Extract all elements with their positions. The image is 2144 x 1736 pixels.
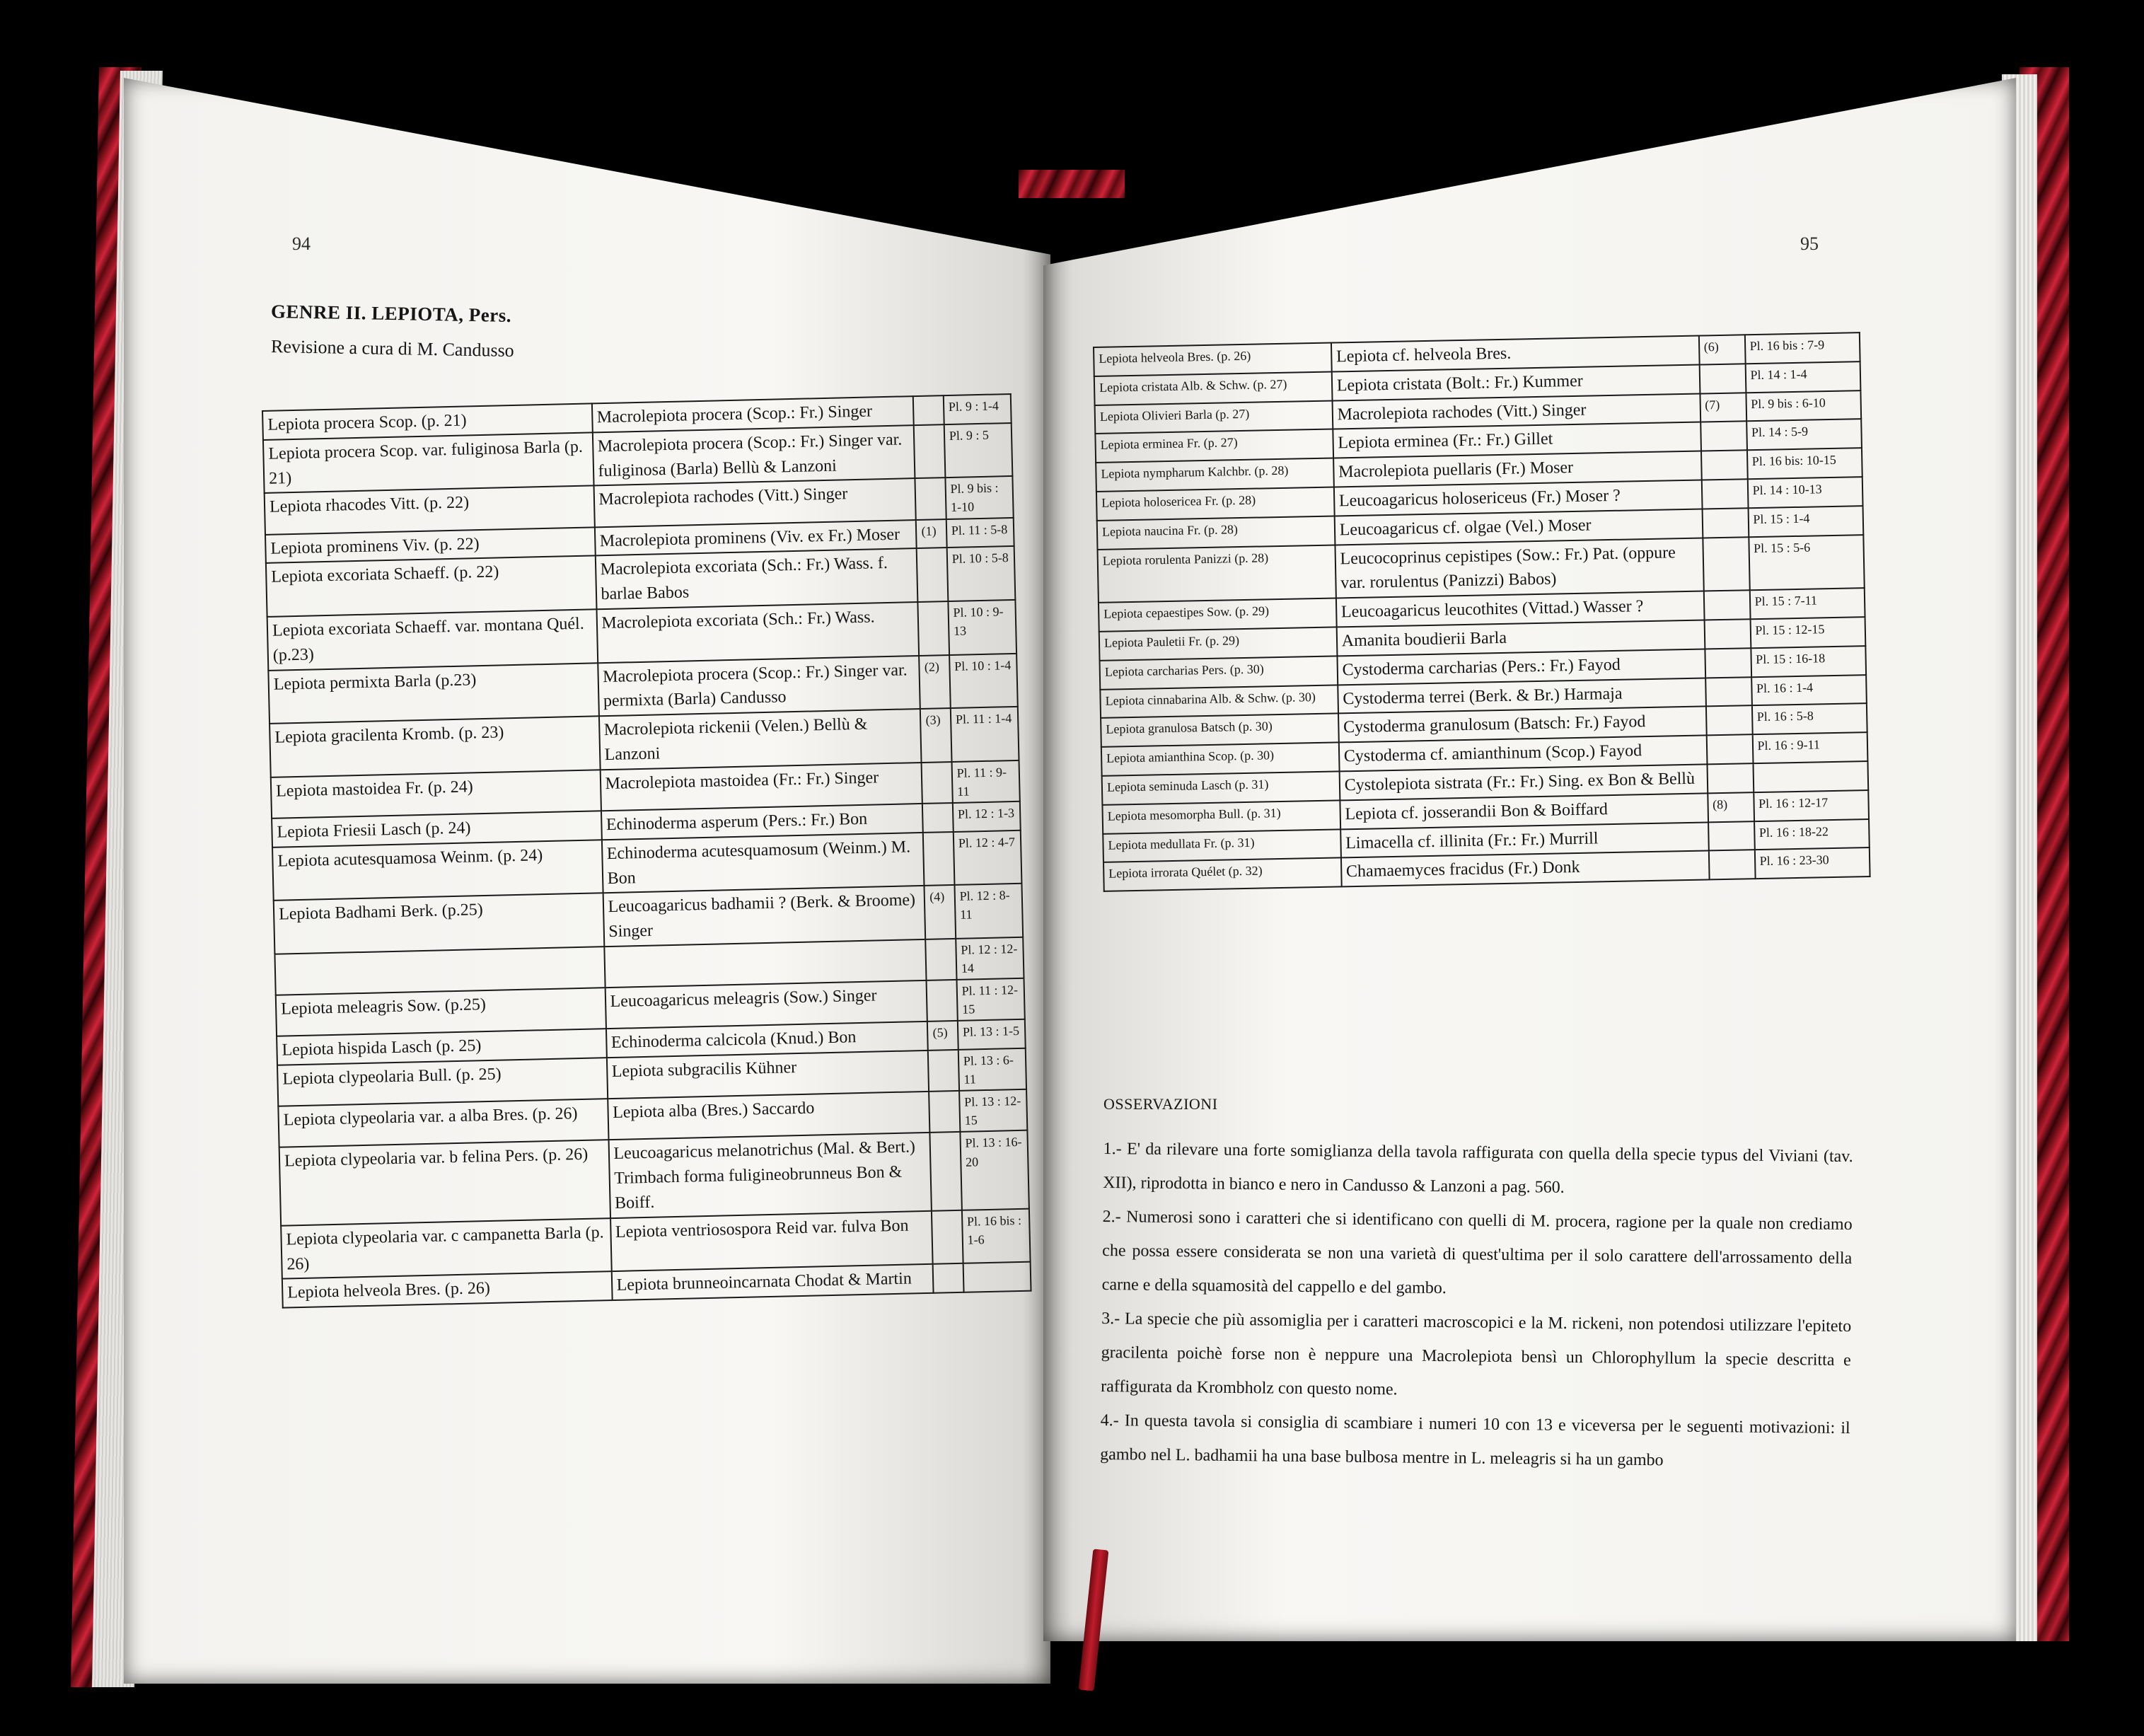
cell-note	[918, 601, 949, 656]
observation-1: 1.- E' da rilevare una forte somiglianza della tavola raffigurata con quella della specie typus del Viviani (tav. XII), riprodotta in bianco e nero in Candusso & Lanzoni a pag. 560.	[1103, 1139, 1853, 1197]
cell-old: Lepiota mesomorpha Bull. (p. 31)	[1102, 800, 1340, 833]
cell-plate: Pl. 16 : 1-4	[1751, 675, 1867, 706]
cell-plate: Pl. 10 : 5-8	[946, 546, 1015, 601]
cell-plate: Pl. 12 : 8-11	[954, 884, 1023, 939]
cell-old: Lepiota excoriata Schaeff. (p. 22)	[266, 556, 596, 617]
cell-plate: Pl. 16 bis : 7-9	[1744, 332, 1860, 364]
cell-plate: Pl. 12 : 4-7	[954, 831, 1022, 886]
cell-note	[933, 1263, 963, 1293]
cell-plate: Pl. 13 : 1-5	[958, 1019, 1026, 1050]
cell-note	[1703, 537, 1749, 591]
cell-note: (5)	[927, 1021, 958, 1051]
cell-new: Lepiota erminea (Fr.: Fr.) Gillet	[1333, 422, 1701, 458]
cell-new: Macrolepiota rachodes (Vitt.) Singer	[1332, 393, 1700, 429]
cell-note	[922, 762, 953, 804]
cell-old: Lepiota rhacodes Vitt. (p. 22)	[265, 486, 595, 535]
cell-old: Lepiota Friesii Lasch (p. 24)	[272, 811, 601, 847]
cell-note	[1705, 706, 1752, 736]
cell-plate: Pl. 11 : 5-8	[946, 518, 1014, 548]
cell-old: Lepiota Pauletii Fr. (p. 29)	[1099, 627, 1337, 660]
cell-new: Cystoderma granulosum (Batsch: Fr.) Fayod	[1338, 707, 1707, 743]
observations-heading: OSSERVAZIONI	[1103, 1095, 1218, 1113]
cell-new: Echinoderma calcicola (Knud.) Bon	[605, 1022, 928, 1058]
cell-new: Macrolepiota procera (Scop.: Fr.) Singer var. permixta (Barla) Candusso	[598, 656, 921, 717]
cell-old: Lepiota seminuda Lasch (p. 31)	[1102, 771, 1340, 804]
right-page-number: 95	[1800, 233, 1819, 254]
cell-plate	[963, 1262, 1031, 1292]
cell-plate: Pl. 13 : 16-20	[960, 1130, 1029, 1210]
cell-new: Leucoagaricus holosericeus (Fr.) Moser ?	[1334, 480, 1703, 516]
cell-plate: Pl. 15 : 16-18	[1751, 646, 1866, 677]
cell-note: (1)	[916, 519, 946, 549]
cell-old: Lepiota amianthina Scop. (p. 30)	[1101, 743, 1339, 776]
cell-note	[914, 424, 945, 479]
cell-old: Lepiota excoriata Schaeff. var. montana Quél. (p.23)	[267, 609, 598, 670]
cell-plate: Pl. 15 : 5-6	[1749, 535, 1865, 591]
cell-note	[917, 548, 948, 602]
cell-old: Lepiota meleagris Sow. (p.25)	[276, 988, 606, 1036]
cell-plate: Pl. 15 : 7-11	[1749, 588, 1865, 619]
cell-plate: Pl. 15 : 1-4	[1748, 506, 1863, 537]
cell-new: Leucoagaricus badhamii ? (Berk. & Broome) Singer	[603, 886, 926, 947]
cell-old: Lepiota procera Scop. (p. 21)	[262, 403, 592, 439]
left-page-number: 94	[292, 233, 311, 254]
cell-new: Lepiota brunneoincarnata Chodat & Martin	[611, 1264, 934, 1300]
cell-note	[1706, 734, 1753, 764]
cell-old: Lepiota clypeolaria var. a alba Bres. (p. 26)	[278, 1099, 608, 1147]
cell-old: Lepiota Olivieri Barla (p. 27)	[1095, 400, 1333, 434]
cell-new: Limacella cf. illinita (Fr.: Fr.) Murrill	[1340, 822, 1709, 858]
cell-new: Lepiota cf. helveola Bres.	[1331, 336, 1700, 372]
cell-plate: Pl. 10 : 1-4	[949, 653, 1018, 708]
cell-new: Leucoagaricus leucothites (Vittad.) Wasser ?	[1336, 591, 1705, 627]
cell-plate: Pl. 16 : 5-8	[1751, 703, 1867, 734]
cell-note	[1702, 508, 1749, 538]
cell-new: Macrolepiota excoriata (Sch.: Fr.) Wass. f. barlae Babos	[595, 548, 918, 609]
cell-new: Lepiota subgracilis Kühner	[606, 1051, 929, 1099]
cell-new: Cystoderma carcharias (Pers.: Fr.) Fayod	[1337, 649, 1705, 685]
cell-note	[922, 803, 953, 833]
cell-old: Lepiota cinnabarina Alb. & Schw. (p. 30)	[1100, 685, 1338, 718]
cell-plate: Pl. 16 : 23-30	[1754, 847, 1870, 879]
cell-note: (7)	[1700, 393, 1746, 422]
cell-old: Lepiota clypeolaria var. c campanetta Barla (p. 26)	[281, 1218, 611, 1279]
genre-title: GENRE II. LEPIOTA, Pers.	[270, 301, 512, 326]
cell-plate: Pl. 14 : 10-13	[1747, 477, 1862, 508]
cell-new: Cystolepiota sistrata (Fr.: Fr.) Sing. ex Bon & Bellù	[1339, 764, 1708, 800]
cell-note	[1705, 648, 1751, 678]
cell-new	[604, 939, 927, 988]
cell-new: Macrolepiota procera (Scop.: Fr.) Singer var. fuliginosa (Barla) Bellù & Lanzoni	[592, 425, 915, 486]
cell-new: Lepiota cristata (Bolt.: Fr.) Kummer	[1331, 364, 1700, 400]
cell-new: Macrolepiota mastoidea (Fr.: Fr.) Singer	[600, 763, 922, 811]
cell-new: Lepiota cf. josserandii Bon & Boiffard	[1340, 793, 1708, 829]
cell-old: Lepiota gracilenta Kromb. (p. 23)	[270, 716, 600, 777]
cell-note	[926, 939, 957, 980]
cell-new: Leucoagaricus melanotrichus (Mal. & Bert.) Trimbach forma fuligineobrunneus Bon & Boiff.	[608, 1133, 932, 1218]
cell-new: Echinoderma acutesquamosum (Weinm.) M. Bon	[601, 833, 925, 893]
cell-new: Macrolepiota rachodes (Vitt.) Singer	[593, 478, 916, 526]
cell-plate: Pl. 12 : 12-14	[956, 937, 1024, 980]
cell-plate: Pl. 16 bis: 10-15	[1747, 448, 1862, 479]
cell-note	[932, 1210, 963, 1265]
cell-new: Echinoderma asperum (Pers.: Fr.) Bon	[601, 804, 923, 840]
cell-note	[929, 1091, 961, 1133]
cell-old	[274, 947, 605, 995]
cell-old: Lepiota mastoidea Fr. (p. 24)	[271, 770, 601, 818]
cell-new: Macrolepiota puellaris (Fr.) Moser	[1333, 451, 1702, 487]
cell-old: Lepiota erminea Fr. (p. 27)	[1095, 429, 1333, 463]
cell-new: Macrolepiota excoriata (Sch.: Fr.) Wass.	[596, 602, 920, 663]
observation-4: 4.- In questa tavola si consiglia di scambiare i numeri 10 con 13 e viceversa per le seguenti motivazioni: il gambo nel L. badhamii ha una base bulbosa mentre in L. meleagris si ha un gambo	[1100, 1411, 1850, 1470]
cell-note	[927, 980, 958, 1022]
cell-note: (6)	[1698, 335, 1745, 364]
cell-new: Cystoderma terrei (Berk. & Br.) Harmaja	[1338, 678, 1706, 714]
observation-3: 3.- La specie che più assomiglia per i caratteri macroscopici e la M. rickeni, non potendosi utilizzare l'epiteto gracilenta poichè forse non è neppure una Macrolepiota bensì un Chlorophyllum la specie descritta e raffigurata da Krombholz con questo nome.	[1101, 1309, 1852, 1399]
cell-old: Lepiota clypeolaria var. b felina Pers. (p. 26)	[279, 1140, 610, 1226]
cell-note	[1700, 422, 1747, 451]
cell-new: Lepiota alba (Bres.) Saccardo	[608, 1092, 930, 1140]
cell-old: Lepiota cristata Alb. & Schw. (p. 27)	[1094, 371, 1332, 405]
observations-text	[1100, 1132, 1853, 1479]
cell-note	[1701, 450, 1748, 480]
cell-old: Lepiota nympharum Kalchbr. (p. 28)	[1096, 458, 1333, 492]
cell-old: Lepiota naucina Fr. (p. 28)	[1097, 516, 1335, 549]
cell-old: Lepiota clypeolaria Bull. (p. 25)	[277, 1058, 608, 1106]
cell-plate: Pl. 15 : 12-15	[1750, 617, 1865, 648]
cell-note	[1707, 763, 1754, 793]
cell-note	[930, 1132, 962, 1210]
cell-new: Macrolepiota prominens (Viv. ex Fr.) Moser	[594, 520, 917, 556]
cell-plate: Pl. 11 : 12-15	[956, 978, 1025, 1021]
cell-note	[928, 1050, 959, 1092]
cell-note: (2)	[920, 655, 951, 710]
cell-old: Lepiota holosericea Fr. (p. 28)	[1096, 487, 1334, 520]
cell-plate: Pl. 16 : 12-17	[1754, 790, 1869, 821]
cell-plate: Pl. 12 : 1-3	[953, 802, 1021, 832]
cell-plate: Pl. 9 bis : 6-10	[1746, 390, 1861, 422]
cell-plate: Pl. 16 bis : 1-6	[962, 1209, 1031, 1264]
cell-new: Chamaemyces fracidus (Fr.) Donk	[1341, 851, 1710, 887]
cell-new: Macrolepiota rickenii (Velen.) Bellù & Lanzoni	[598, 709, 922, 770]
cell-old: Lepiota irrorata Quélet (p. 32)	[1103, 858, 1341, 891]
cell-note: (3)	[920, 708, 951, 763]
cell-old: Lepiota acutesquamosa Weinm. (p. 24)	[272, 840, 603, 901]
cell-new: Cystoderma cf. amianthinum (Scop.) Fayod	[1339, 736, 1708, 772]
cell-note	[915, 478, 946, 519]
cell-plate: Pl. 11 : 9-11	[951, 760, 1020, 803]
cell-new: Macrolepiota procera (Scop.: Fr.) Singer	[591, 396, 914, 432]
cell-old: Lepiota permixta Barla (p.23)	[268, 663, 598, 724]
cell-note	[1701, 479, 1748, 509]
cell-old: Lepiota helveola Bres. (p. 26)	[1094, 343, 1331, 376]
cell-old: Lepiota rorulenta Panizzi (p. 28)	[1098, 545, 1336, 603]
cell-plate: Pl. 9 : 1-4	[944, 394, 1012, 424]
cell-note	[1699, 364, 1746, 393]
cell-new: Amanita boudierii Barla	[1336, 620, 1705, 656]
cell-old: Lepiota cepaestipes Sow. (p. 29)	[1099, 598, 1336, 632]
cell-note	[1703, 590, 1750, 620]
cell-plate: Pl. 9 : 5	[944, 423, 1012, 478]
cell-note: (8)	[1708, 792, 1754, 822]
cell-note	[1705, 677, 1752, 707]
right-taxonomy-table	[1093, 332, 1871, 892]
cell-new: Leucoagaricus meleagris (Sow.) Singer	[605, 980, 927, 1029]
cell-note	[1704, 619, 1751, 649]
cell-note	[1708, 850, 1755, 880]
cell-plate: Pl. 13 : 12-15	[959, 1089, 1028, 1132]
cell-note	[913, 395, 944, 425]
cell-note	[1708, 821, 1755, 851]
cell-plate: Pl. 9 bis : 1-10	[945, 476, 1014, 519]
cell-old: Lepiota granulosa Batsch (p. 30)	[1101, 714, 1338, 747]
cell-note: (4)	[925, 885, 956, 939]
cell-plate: Pl. 16 : 18-22	[1754, 819, 1870, 850]
cell-old: Lepiota Badhami Berk. (p.25)	[274, 893, 604, 954]
book-spine-top	[1019, 170, 1125, 198]
cell-new: Lepiota ventriosospora Reid var. fulva Bon	[610, 1211, 934, 1272]
cell-new: Leucocoprinus cepistipes (Sow.: Fr.) Pat. (oppure var. rorulentus (Panizzi) Babos)	[1335, 538, 1703, 598]
cell-old: Lepiota carcharias Pers. (p. 30)	[1100, 656, 1338, 689]
cell-old: Lepiota hispida Lasch (p. 25)	[277, 1029, 606, 1065]
cell-plate: Pl. 14 : 5-9	[1746, 419, 1862, 451]
cell-plate: Pl. 11 : 1-4	[951, 707, 1019, 762]
cell-old: Lepiota helveola Bres. (p. 26)	[282, 1272, 612, 1308]
cell-plate: Pl. 16 : 9-11	[1752, 732, 1867, 763]
cell-plate	[1753, 761, 1868, 792]
cell-new: Leucoagaricus cf. olgae (Vel.) Moser	[1334, 509, 1703, 545]
left-taxonomy-table	[262, 393, 1032, 1309]
cell-old: Lepiota procera Scop. var. fuliginosa Barla (p. 21)	[263, 432, 593, 493]
cell-plate: Pl. 14 : 1-4	[1745, 361, 1860, 393]
cell-note	[923, 832, 954, 886]
cell-plate: Pl. 10 : 9-13	[948, 600, 1016, 655]
cell-old: Lepiota medullata Fr. (p. 31)	[1103, 829, 1340, 862]
genre-subtitle: Revisione a cura di M. Candusso	[270, 336, 514, 361]
observation-2: 2.- Numerosi sono i caratteri che si identificano con quelli di M. procera, ragione per la quale non crediamo che possa essere considerata se non una varietà di quest'ultima per il solo carattere dell'arrossamento della carne e della squamosità del cappello e del gambo.	[1101, 1207, 1853, 1298]
cell-plate: Pl. 13 : 6-11	[958, 1048, 1027, 1091]
cell-old: Lepiota prominens Viv. (p. 22)	[265, 527, 595, 563]
